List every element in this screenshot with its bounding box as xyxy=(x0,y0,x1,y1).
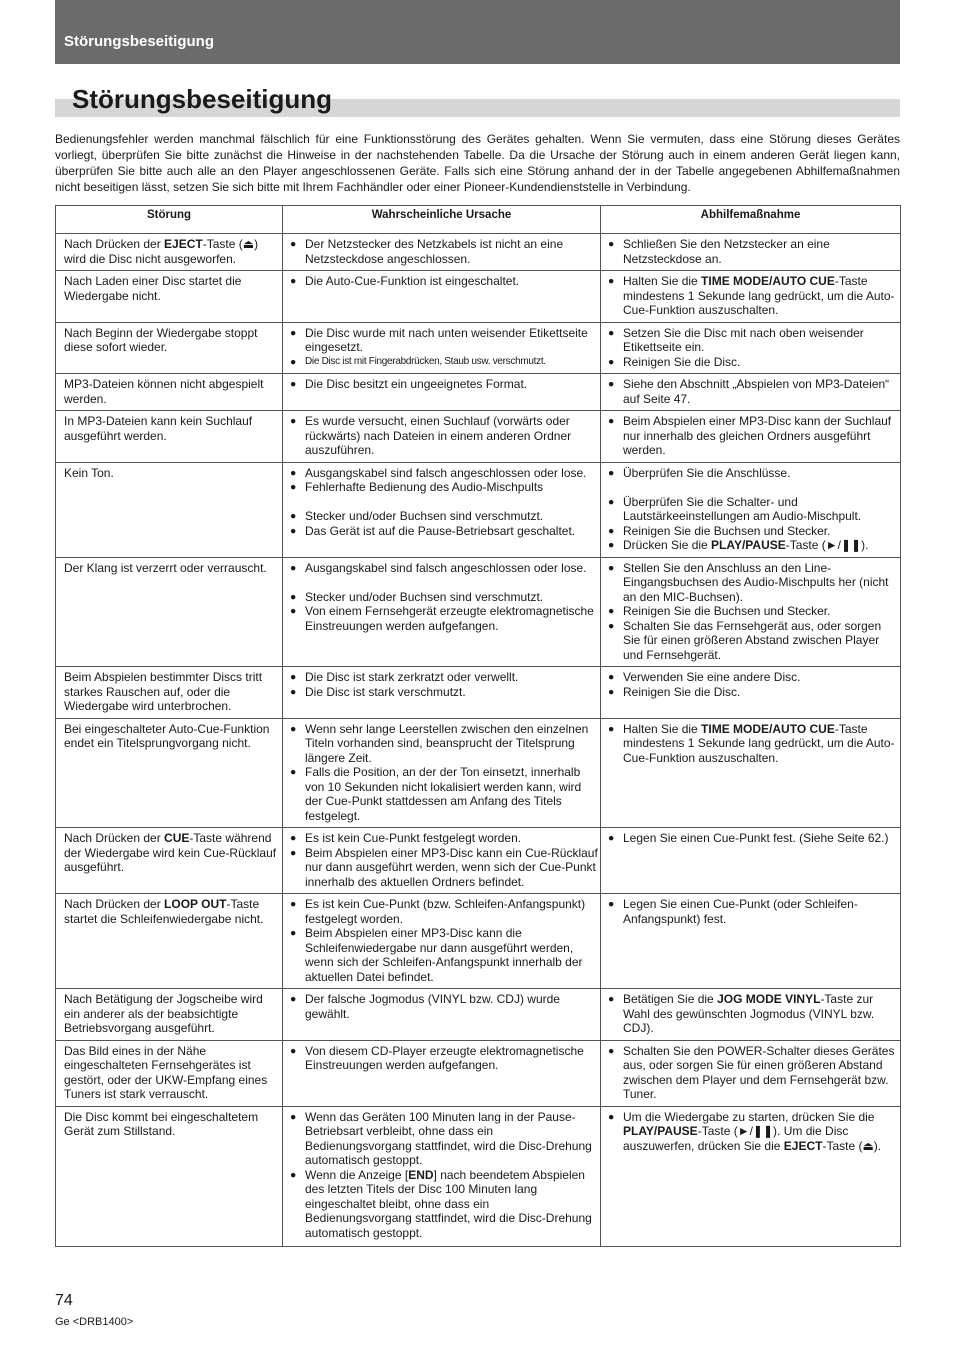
text-segment: Stellen Sie den Anschluss an den Line-Eingangsbuchsen des Audio-Mischpults her (nicht an den MIC-Buchsen). xyxy=(623,560,889,604)
remedy-cell xyxy=(601,989,901,1041)
text-segment: Halten Sie die xyxy=(623,274,702,288)
cause-item: ● Die Auto-Cue-Funktion ist eingeschaltet. xyxy=(289,274,598,289)
remedy-cell xyxy=(601,322,901,374)
text-segment: Nach Laden einer Disc startet die Wiedergabe nicht. xyxy=(64,274,242,303)
section-header-label: Störungsbeseitigung xyxy=(64,33,214,50)
remedy-item xyxy=(607,992,898,1036)
remedy-item xyxy=(607,670,898,685)
table-row xyxy=(56,989,901,1041)
problem-cell xyxy=(56,667,283,719)
spacer xyxy=(289,495,598,510)
cause-cell xyxy=(283,828,601,894)
text-segment: Nach Drücken der xyxy=(64,831,165,845)
cause-cell xyxy=(283,322,601,374)
text-segment: Betätigen Sie die xyxy=(623,992,718,1006)
text-segment: -Taste (⏏) wird die Disc nicht ausgeworfen. xyxy=(64,237,259,266)
text-segment: Nach Drücken der xyxy=(64,237,165,251)
text-segment: Nach Drücken der xyxy=(64,897,165,911)
cause-cell xyxy=(283,271,601,323)
text-segment: ] nach beendetem Abspielen des letzten Titels der Disc 100 Minuten lang eingeschaltet bleibt, ohne dass ein Bedienungsvorgang stattfindet, wird die Disc-Drehung automatisch gestoppt. xyxy=(305,1167,592,1240)
text-segment: Schalten Sie das Fernsehgerät aus, oder sorgen Sie für einen größeren Abstand zwischen Player und Fernsehgerät. xyxy=(623,618,882,662)
column-header-remedy: Abhilfemaßnahme xyxy=(601,206,901,234)
text-segment: Verwenden Sie eine andere Disc. xyxy=(623,670,801,684)
remedy-item xyxy=(607,326,898,355)
text-segment: -Taste (►/❚❚). Um die Disc auszuwerfen, drücken Sie die xyxy=(623,1124,849,1153)
cause-item: ● Wenn das Geräten 100 Minuten lang in der Pause-Betriebsart verbleibt, ohne dass ein Bedienungsvorgang stattfindet, wird die Disc-Drehung automatisch gestoppt. xyxy=(289,1110,598,1168)
key-label: TIME MODE/AUTO CUE xyxy=(701,274,835,288)
remedy-item xyxy=(607,538,898,553)
key-label: TIME MODE/AUTO CUE xyxy=(701,721,835,736)
remedy-cell xyxy=(601,234,901,271)
remedy-item xyxy=(607,377,898,406)
remedy-cell xyxy=(601,1106,901,1246)
remedy-item xyxy=(607,355,898,370)
text-segment: -Taste mindestens 1 Sekunde lang gedrückt, um die Auto-Cue-Funktion auszuschalten. xyxy=(623,721,895,765)
cause-item: ● Fehlerhafte Bedienung des Audio-Mischpults xyxy=(289,480,598,495)
remedy-item xyxy=(607,495,898,524)
spacer xyxy=(289,575,598,590)
problem-cell xyxy=(56,718,283,828)
problem-cell xyxy=(56,557,283,667)
table-row xyxy=(56,322,901,374)
key-label: EJECT xyxy=(164,237,203,251)
cause-item: ● Die Disc ist stark zerkratzt oder verwellt. xyxy=(289,670,598,685)
cause-item: ● Es ist kein Cue-Punkt festgelegt worden. xyxy=(289,831,598,846)
text-segment: Der Klang ist verzerrt oder verrauscht. xyxy=(64,560,267,575)
remedy-item xyxy=(607,237,898,266)
cause-cell xyxy=(283,557,601,667)
remedy-item xyxy=(607,722,898,766)
problem-cell xyxy=(56,322,283,374)
table-row xyxy=(56,718,901,828)
text-segment: Wenn die Anzeige [ xyxy=(305,1167,409,1182)
table-header-row xyxy=(56,206,901,234)
problem-cell xyxy=(56,989,283,1041)
text-segment: Überprüfen Sie die Anschlüsse. xyxy=(623,465,791,480)
text-segment: -Taste zur Wahl des gewünschten Jogmodus (VINYL bzw. CDJ). xyxy=(623,992,875,1035)
text-segment: In MP3-Dateien kann kein Suchlauf ausgeführt werden. xyxy=(64,414,253,443)
key-label: PLAY/PAUSE xyxy=(623,1124,698,1138)
text-segment: -Taste mindestens 1 Sekunde lang gedrückt, um die Auto-Cue-Funktion auszuschalten. xyxy=(623,274,895,317)
remedy-item xyxy=(607,1110,898,1154)
table-row xyxy=(56,234,901,271)
cause-item: ● Ausgangskabel sind falsch angeschlossen oder lose. xyxy=(289,561,598,576)
text-segment: -Taste (►/❚❚). xyxy=(785,538,869,552)
key-label: EJECT xyxy=(783,1138,823,1153)
table-row xyxy=(56,374,901,411)
text-segment: MP3-Dateien können nicht abgespielt werden. xyxy=(64,377,264,406)
cause-item: ● Beim Abspielen einer MP3-Disc kann die Schleifenwiedergabe nur dann ausgeführt werden, wenn sich der Schleifen-Anfangspunkt innerhalb der aktuellen Datei befindet. xyxy=(289,926,598,984)
remedy-cell xyxy=(601,828,901,894)
remedy-item xyxy=(607,619,898,663)
cause-cell xyxy=(283,411,601,463)
remedy-item xyxy=(607,466,898,481)
remedy-item xyxy=(607,524,898,539)
table-row xyxy=(56,667,901,719)
table-row xyxy=(56,1106,901,1246)
text-segment: Bei eingeschalteter Auto-Cue-Funktion endet ein Titelsprungvorgang nicht. xyxy=(64,721,270,750)
text-segment: Drücken Sie die xyxy=(623,538,712,552)
problem-cell xyxy=(56,411,283,463)
cause-item: ● Es wurde versucht, einen Suchlauf (vorwärts oder rückwärts) nach Dateien in einem anderen Ordner auszuführen. xyxy=(289,414,598,458)
cause-item: ● Falls die Position, an der der Ton einsetzt, innerhalb von 10 Sekunden nicht lokalisiert werden kann, wird der Cue-Punkt stattdessen am Anfang des Titels festgelegt. xyxy=(289,765,598,823)
page-title: Störungsbeseitigung xyxy=(72,84,332,114)
remedy-cell xyxy=(601,1040,901,1106)
cause-item: ● Wenn sehr lange Leerstellen zwischen den einzelnen Titeln vorhanden sind, beansprucht der Titelsprung längere Zeit. xyxy=(289,722,598,766)
cause-item: ● Der falsche Jogmodus (VINYL bzw. CDJ) wurde gewählt. xyxy=(289,992,598,1021)
table-row xyxy=(56,557,901,667)
remedy-cell xyxy=(601,718,901,828)
section-header-bar xyxy=(55,0,900,64)
problem-cell xyxy=(56,828,283,894)
text-segment: Kein Ton. xyxy=(64,465,114,480)
text-segment: Das Bild eines in der Nähe eingeschalteten Fernsehgerätes ist gestört, oder der UKW-Empfang eines Tuners ist stark verrauscht. xyxy=(64,1043,268,1101)
remedy-item xyxy=(607,1044,898,1102)
page-number: 74 xyxy=(55,1292,73,1309)
text-segment: Reinigen Sie die Buchsen und Stecker. xyxy=(623,523,831,538)
text-segment: Reinigen Sie die Buchsen und Stecker. xyxy=(623,604,831,618)
problem-cell xyxy=(56,1040,283,1106)
problem-cell xyxy=(56,894,283,989)
text-segment: -Taste während der Wiedergabe wird kein Cue-Rücklauf ausgeführt. xyxy=(64,831,277,874)
remedy-item xyxy=(607,414,898,458)
text-segment: Nach Beginn der Wiedergabe stoppt diese sofort wieder. xyxy=(64,325,258,354)
text-segment: Überprüfen Sie die Schalter- und Lautstärkeeinstellungen am Audio-Mischpult. xyxy=(623,494,862,523)
remedy-cell xyxy=(601,667,901,719)
cause-item: ● Von einem Fernsehgerät erzeugte elektromagnetische Einstreuungen werden aufgefangen. xyxy=(289,604,598,633)
text-segment: Schalten Sie den POWER-Schalter dieses Gerätes aus, oder sorgen Sie für einen größeren Abstand zwischen dem Player und dem Fernsehgerät bzw. Tuner. xyxy=(623,1043,895,1101)
cause-item: ● Von diesem CD-Player erzeugte elektromagnetische Einstreuungen werden aufgefangen. xyxy=(289,1044,598,1073)
text-segment: Schließen Sie den Netzstecker an eine Netzsteckdose an. xyxy=(623,237,830,266)
cause-item: ● Ausgangskabel sind falsch angeschlossen oder lose. xyxy=(289,466,598,481)
cause-item: ● Die Disc ist stark verschmutzt. xyxy=(289,685,598,700)
remedy-item xyxy=(607,897,898,926)
cause-cell xyxy=(283,718,601,828)
text-segment: Legen Sie einen Cue-Punkt (oder Schleifen-Anfangspunkt) fest. xyxy=(623,897,858,926)
troubleshooting-table xyxy=(55,205,901,1247)
text-segment: Die Disc kommt bei eingeschaltetem Gerät zum Stillstand. xyxy=(64,1109,259,1138)
cause-cell xyxy=(283,234,601,271)
table-row xyxy=(56,271,901,323)
text-segment: Um die Wiedergabe zu starten, drücken Sie die xyxy=(623,1109,875,1124)
key-label: CUE xyxy=(164,831,190,845)
cause-item: ● Die Disc ist mit Fingerabdrücken, Staub usw. verschmutzt. xyxy=(289,355,598,370)
problem-cell xyxy=(56,271,283,323)
cause-cell xyxy=(283,374,601,411)
remedy-item xyxy=(607,831,898,846)
column-header-cause: Wahrscheinliche Ursache xyxy=(283,206,601,234)
key-label: JOG MODE VINYL xyxy=(717,992,821,1006)
cause-item: ● Das Gerät ist auf die Pause-Betriebsart geschaltet. xyxy=(289,524,598,539)
remedy-cell xyxy=(601,557,901,667)
cause-cell xyxy=(283,1106,601,1246)
problem-cell xyxy=(56,374,283,411)
spacer xyxy=(607,480,898,495)
text-segment: Halten Sie die xyxy=(623,721,702,736)
text-segment: Setzen Sie die Disc mit nach oben weisender Etikettseite ein. xyxy=(623,325,864,354)
text-segment: Reinigen Sie die Disc. xyxy=(623,354,741,369)
cause-item: ● Stecker und/oder Buchsen sind verschmutzt. xyxy=(289,590,598,605)
remedy-cell xyxy=(601,462,901,557)
intro-paragraph: Bedienungsfehler werden manchmal fälschlich für eine Funktionsstörung des Gerätes gehalten. Wenn Sie vermuten, dass eine Störung dieses Gerätes vorliegt, überprüfen Sie bitte zunächst die Hinweise in der nachstehenden Tabelle. Da die Ursache der Störung auch in einem anderen Gerät liegen kann, überprüfen Sie bitte auch alle an den Player angeschlossenen Geräte. Falls sich eine Störung anhand der in der Tabelle angegebenen Abhilfemaßnahmen nicht beseitigen lässt, setzen Sie sich bitte mit Ihrem Fachhändler oder einer Pioneer-Kundendienststelle in Verbindung. xyxy=(55,132,900,194)
cause-item: ● Es ist kein Cue-Punkt (bzw. Schleifen-Anfangspunkt) festgelegt worden. xyxy=(289,897,598,926)
key-label: PLAY/PAUSE xyxy=(711,538,786,552)
text-segment: Reinigen Sie die Disc. xyxy=(623,684,741,699)
remedy-cell xyxy=(601,894,901,989)
text-segment: Nach Betätigung der Jogscheibe wird ein anderer als der beabsichtigte Betriebsvorgang ausgeführt. xyxy=(64,992,263,1035)
table-row xyxy=(56,828,901,894)
cause-cell xyxy=(283,667,601,719)
table-row xyxy=(56,462,901,557)
problem-cell xyxy=(56,462,283,557)
text-segment: Siehe den Abschnitt „Abspielen von MP3-Dateien“ auf Seite 47. xyxy=(623,377,890,406)
cause-item: ● Der Netzstecker des Netzkabels ist nicht an eine Netzsteckdose angeschlossen. xyxy=(289,237,598,266)
cause-cell xyxy=(283,989,601,1041)
cause-item: ● Stecker und/oder Buchsen sind verschmutzt. xyxy=(289,509,598,524)
cause-item: ● Die Disc besitzt ein ungeeignetes Format. xyxy=(289,377,598,392)
key-label: LOOP OUT xyxy=(164,897,227,911)
text-segment: Beim Abspielen einer MP3-Disc kann der Suchlauf nur innerhalb des gleichen Ordners ausgeführt werden. xyxy=(623,414,892,457)
cause-item: ● Die Disc wurde mit nach unten weisender Etikettseite eingesetzt. xyxy=(289,326,598,355)
remedy-item xyxy=(607,685,898,700)
cause-cell xyxy=(283,462,601,557)
problem-cell xyxy=(56,234,283,271)
column-header-problem: Störung xyxy=(56,206,283,234)
remedy-cell xyxy=(601,271,901,323)
cause-cell xyxy=(283,1040,601,1106)
table-row xyxy=(56,1040,901,1106)
table-row xyxy=(56,894,901,989)
remedy-item xyxy=(607,604,898,619)
text-segment: Legen Sie einen Cue-Punkt fest. (Siehe Seite 62.) xyxy=(623,831,889,845)
text-segment: -Taste (⏏). xyxy=(822,1138,882,1153)
cause-cell xyxy=(283,894,601,989)
cause-item xyxy=(289,1168,598,1241)
cause-item: ● Beim Abspielen einer MP3-Disc kann ein Cue-Rücklauf nur dann ausgeführt werden, wenn sich der Cue-Punkt innerhalb des aktuellen Ordners befindet. xyxy=(289,846,598,890)
key-label: END xyxy=(408,1167,434,1182)
document-code: Ge <DRB1400> xyxy=(55,1316,134,1328)
text-segment: Beim Abspielen bestimmter Discs tritt starkes Rauschen auf, oder die Wiedergabe wird unterbrochen. xyxy=(64,670,263,713)
remedy-item xyxy=(607,274,898,318)
remedy-cell xyxy=(601,411,901,463)
remedy-item xyxy=(607,561,898,605)
table-row xyxy=(56,411,901,463)
problem-cell xyxy=(56,1106,283,1246)
remedy-cell xyxy=(601,374,901,411)
text-segment: -Taste startet die Schleifenwiedergabe nicht. xyxy=(64,897,264,926)
